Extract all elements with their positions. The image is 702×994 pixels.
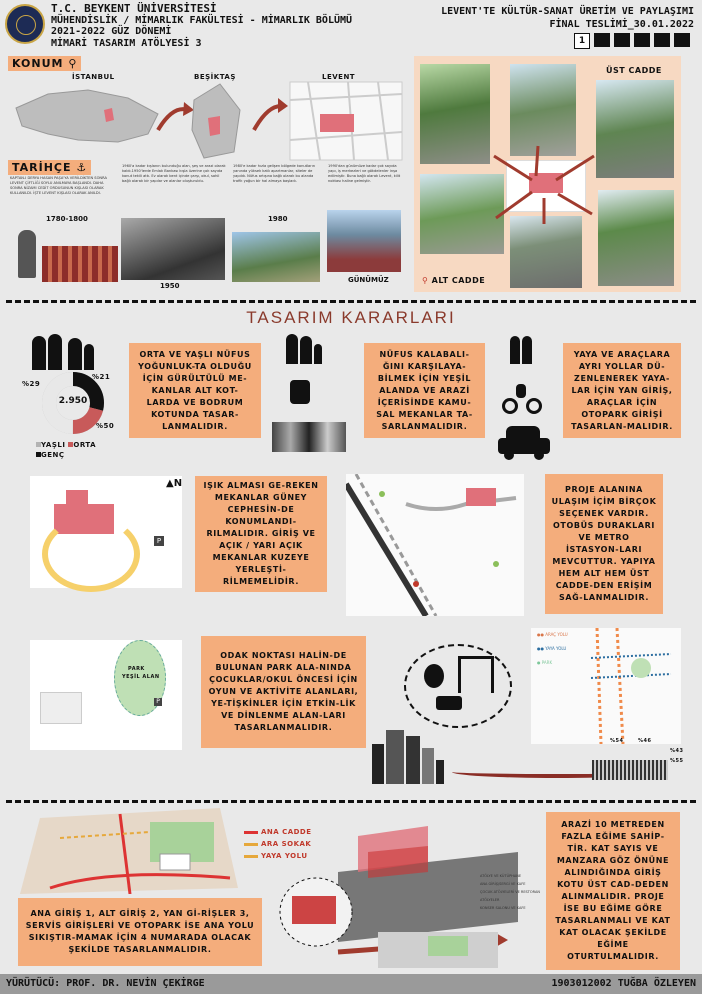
tarihce-text-2: 1960'a kadar kışlanın bulunduğu alan, şeş ve arazi olarak kaldı.1950'lerde Emlak Bankası kışla üzerine çok sayıda konut tekili attı. Ev olarak bent içinde çarşı, okul, sahil bağlı olarak bir yapılar ve alanlar oluşturuldu.	[122, 164, 226, 183]
section-legend-3: ÇOCUK ATÖLYELERİ VE RESTORAN	[480, 890, 540, 894]
legend-young: GENÇ	[41, 451, 65, 459]
park-sublabel: YEŞİL ALAN	[122, 674, 160, 680]
stat-2: %46	[638, 738, 652, 744]
legend-elderly: YAŞLI	[41, 441, 66, 449]
istanbul-map	[16, 90, 158, 142]
legend-middle: ORTA	[73, 441, 97, 449]
tarihce-text-3: 1980'e kadar hızla gelişen bölgede konutların yanında yüksek katlı apartmanlar, siteler de yapıldı. Nüfus artışına bağlı olarak bu alanda trafik yoğun bir hal almaya başladı.	[233, 164, 315, 183]
location-pin-icon: ⚲	[68, 57, 78, 70]
header-line-1: T.C. BEYKENT ÜNİVERSİTESİ	[51, 2, 217, 15]
north-arrow: ▲N	[166, 478, 183, 489]
population-legend	[36, 440, 116, 460]
university-logo	[5, 4, 45, 44]
header-line-2: MÜHENDİSLİK / MİMARLIK FAKÜLTESİ - MİMARLIK BÖLÜMÜ	[51, 15, 353, 26]
view-arrows	[474, 136, 614, 236]
anchor-icon: ⚓	[76, 161, 88, 174]
era-1980: 1980	[268, 215, 288, 223]
sun-plan	[30, 476, 182, 588]
section-legend-1: ATÖLYE VE KÜTÜPHANE	[480, 874, 522, 878]
footer-advisor: YÜRÜTÜCÜ: PROF. DR. NEVİN ÇEKİRGE	[6, 978, 205, 989]
section-legend-4: ATÖLYELER	[480, 898, 500, 902]
konum-title: KONUM ⚲	[8, 56, 81, 71]
legend-park: ● PARK	[537, 660, 553, 665]
decision-box-3: YAYA VE ARAÇLARA AYRI YOLLAR DÜ-ZENLENEREK YAYA-LAR İÇİN YAN GİRİŞ, ARAÇLAR İÇİN OTOPARK GİRİŞİ TASARLAN-MALIDIR.	[563, 343, 681, 438]
map-istanbul-label: İSTANBUL	[72, 73, 115, 81]
people-illustration	[272, 334, 350, 454]
car-icon	[498, 426, 550, 462]
divider-2	[6, 800, 696, 803]
location-pin-icon: ⚲	[422, 276, 429, 285]
arrow-2	[254, 106, 282, 130]
decision-box-7: ANA GİRİŞ 1, ALT GİRİŞ 2, YAN Gİ-RİŞLER 3, SERVİS GİRİŞLERİ VE OTOPARK İSE ANA YOLU SIKIŞTIR-MAMAK İÇİN 4 NUMARADA OLACAK ŞEKİLDE TASARLANMALIDIR.	[18, 898, 262, 966]
konum-section	[0, 52, 410, 162]
population-figures	[30, 334, 100, 370]
page-number: 1	[574, 33, 590, 49]
pct-young: %50	[96, 422, 115, 430]
transport-plan	[346, 474, 524, 616]
header-line-3: 2021-2022 GÜZ DÖNEMİ	[51, 26, 172, 37]
site-photos-panel	[414, 56, 681, 292]
era-1950: 1950	[160, 282, 180, 290]
parking-icon: P	[154, 536, 164, 546]
legend-main-road: ANA CADDE	[244, 826, 312, 838]
stat-3: %43	[670, 748, 684, 754]
photo-1980	[232, 232, 320, 282]
sun-path	[42, 516, 140, 592]
section-legend-2: ANA GİRİŞ/SERGİ VE KAFE	[480, 882, 526, 886]
stat-4: %55	[670, 758, 684, 764]
section-legend	[480, 872, 546, 912]
map-besiktas-label: BEŞİKTAŞ	[194, 73, 236, 81]
tasarim-title: TASARIM KARARLARI	[246, 308, 456, 327]
header	[0, 0, 702, 52]
legend-walkway: YAYA YOLU	[244, 850, 312, 862]
activity-circle	[404, 644, 512, 728]
section-legend-5: KONSER SALONU VE KAFE	[480, 906, 526, 910]
population-total: 2.950	[58, 396, 88, 406]
park-label: PARK	[128, 666, 145, 672]
project-title: LEVENT'TE KÜLTÜR-SANAT ÜRETİM VE PAYLAŞIMI	[441, 6, 694, 17]
decision-box-6: ODAK NOKTASI HALİN-DE BULUNAN PARK ALA-NINDA ÇOCUKLAR/OKUL ÖNCESİ İÇİN OYUN VE AKTİVİTE ALANLARI, YE-TİŞKİNLER İÇİN ETKİN-LİK VE DİNLENME ALAN-LARI TASARLANMALIDIR.	[201, 636, 366, 748]
page-indicator	[574, 33, 690, 49]
divider-1	[6, 300, 696, 303]
footer	[0, 974, 702, 994]
pedestrian-icon	[508, 336, 538, 366]
tarihce-section	[0, 160, 410, 290]
konum-maps	[8, 80, 408, 162]
levent-site-highlight	[320, 114, 354, 132]
footer-student: 1903012002 TUĞBA ÖZLEYEN	[551, 978, 696, 989]
era-today: GÜNÜMÜZ	[348, 276, 389, 284]
pct-middle: %21	[92, 373, 111, 381]
upper-street-label: ÜST CADDE	[606, 66, 662, 75]
illustration-ottoman-figures	[12, 226, 120, 286]
site-axonometric	[20, 808, 240, 894]
tarihce-title: TARİHÇE ⚓	[8, 160, 91, 175]
legend-walk: ●● YAYA YOLU	[537, 646, 567, 651]
photo-1950	[121, 218, 225, 280]
decision-box-5: PROJE ALANINA ULAŞIM İÇİM BİRÇOK SEÇENEK VARDIR. OTOBÜS DURAKLARI VE METRO İSTASYON-LARI MEVCUTTUR. YAPIYA HEM ALT HEM ÜST CADDE-DEN ERİŞİM SAĞ-LANMALIDIR.	[545, 474, 663, 614]
stat-1: %54	[610, 738, 624, 744]
park-plan: PARK YEŞİL ALAN P	[30, 640, 182, 750]
cyclist-icon	[502, 384, 546, 418]
header-line-4: MİMARİ TASARIM ATÖLYESİ 3	[51, 38, 202, 49]
tarihce-text-4: 1990'dan günümüze kadar çok sayıda yapı, iş merkezleri ve gökdelenler inşa edilmiştir. Buna bağlı olarak Levent, kilit noktası haline gelmiştir.	[328, 164, 401, 183]
legend-side-street: ARA SOKAK	[244, 838, 312, 850]
road-analysis-plan	[531, 628, 681, 744]
submission-date: FİNAL TESLİMİ_30.01.2022	[549, 19, 694, 30]
photo-today	[327, 210, 401, 272]
decision-box-2: NÜFUS KALABALI-ĞINI KARŞILAYA-BİLMEK İÇİN YEŞİL ALANDA VE ARAZİ İÇERİSİNDE KAMU-SAL MEKANLAR TA-SARLANMALIDIR.	[364, 343, 485, 438]
north-label: N	[173, 478, 183, 489]
decision-box-8: ARAZİ 10 METREDEN FAZLA EĞİME SAHİP-TİR. KAT SAYIS VE MANZARA GÖZ ÖNÜNE ALINDIĞINDA GİRİŞ KOTU ÜST CAD-DEDEN ALINMALIDIR. PROJE İSE BU EĞİME GÖRE TASARLANMALI VE KAT KAT OLACAK ŞEKİLDE EĞİME OTURTULMALIDIR.	[546, 812, 680, 970]
besiktas-highlight	[208, 116, 220, 136]
map-levent-label: LEVENT	[322, 73, 356, 81]
pct-elderly: %29	[22, 380, 41, 388]
decision-box-4: IŞIK ALMASI GE-REKEN MEKANLAR GÜNEY CEPHESİN-DE KONUMLANDI-RILMALIDIR. GİRİŞ VE AÇIK / YARI AÇIK MEKANLAR KUZEYE YERLEŞTİ-RİLMEMELİDİR.	[195, 476, 327, 592]
lower-street-label: ⚲ ALT CADDE	[422, 276, 486, 285]
era-1780: 1780-1800	[46, 215, 88, 223]
tarihce-text-1: KAPTAN-I DERYA HASAN PAŞA'YA VERİLDİKTEN SONRA LEVENT ÇİFTLİĞİ SOYLU ANILMAYA BAŞLANDI. DAHA SONRA NİZAMI CEDİT ORDUSUNUN KIŞLASI OLARAK KULLANILDI. İŞTE LEVENT KIŞLASI OLARAK ANILDI.	[10, 176, 107, 195]
legend-vehicle: ●● ARAÇ YOLU	[537, 632, 568, 637]
decision-box-1: ORTA VE YAŞLI NÜFUS YOĞUNLUK-TA OLDUĞU İÇİN GÜRÜLTÜLÜ ME-KANLAR ALT KOT-LARDA VE BODRUM KOTUNDA TASAR-LANMALIDIR.	[129, 343, 261, 438]
